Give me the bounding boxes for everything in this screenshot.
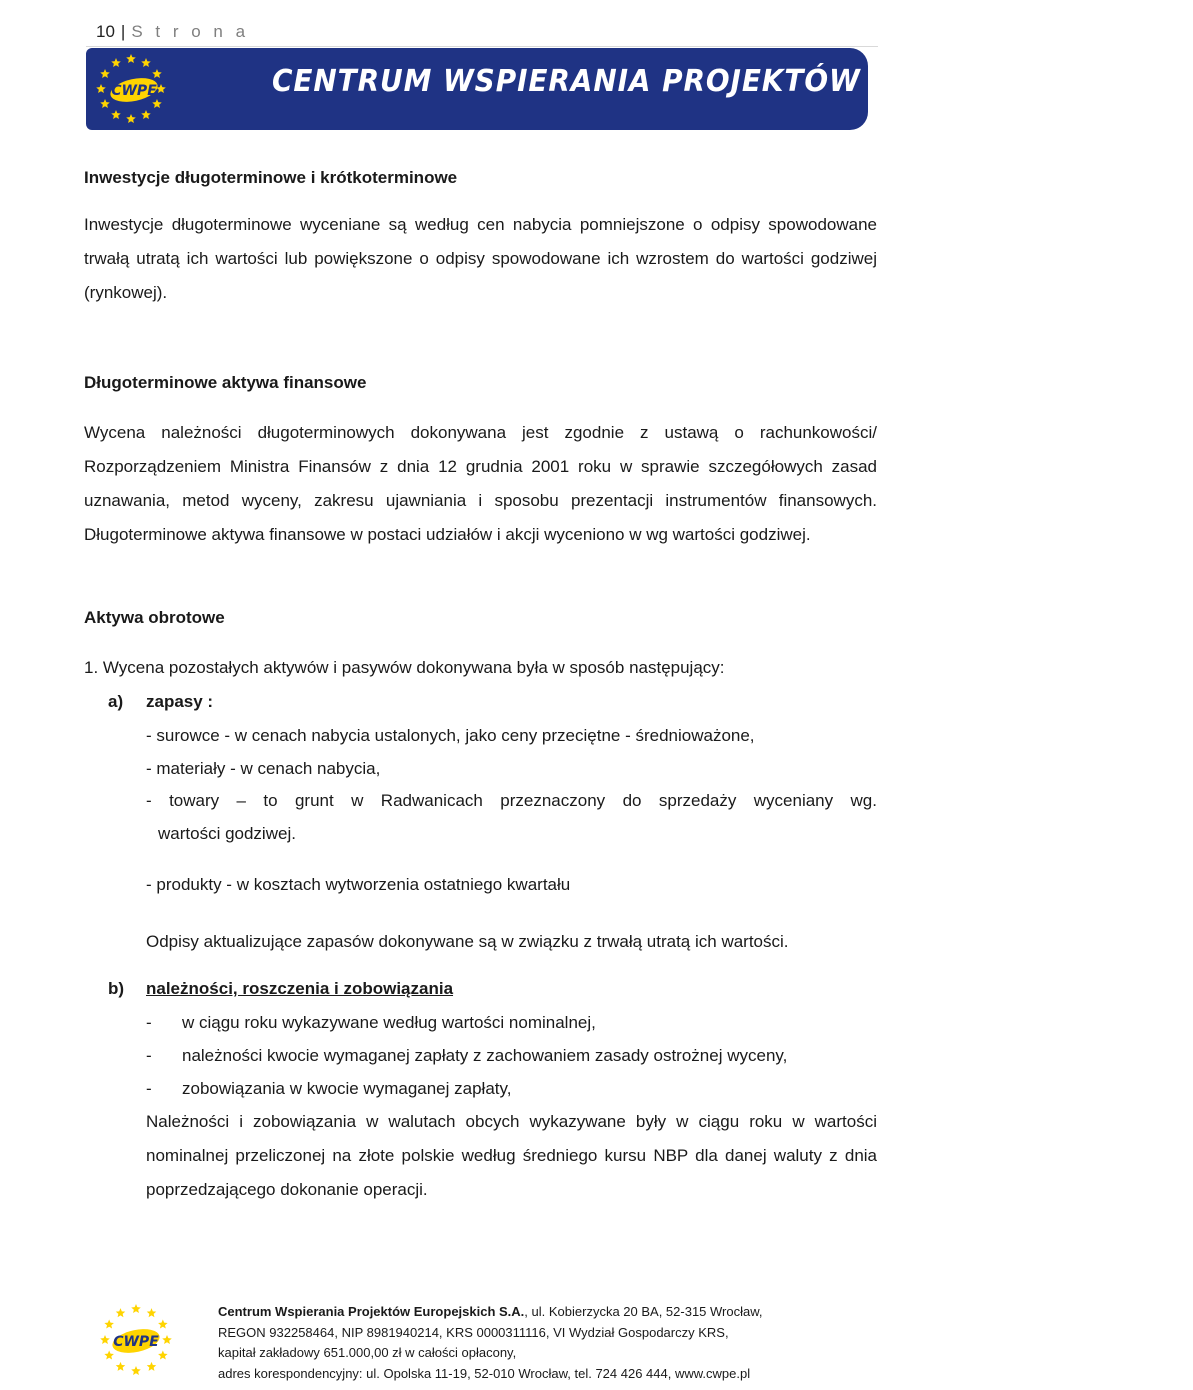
item-b-dash: -	[146, 1013, 152, 1032]
section-title-current-assets: Aktywa obrotowe	[84, 608, 225, 627]
footer-logo-text: CWPE	[113, 1334, 159, 1350]
star-icon	[131, 1304, 141, 1313]
section-text-investments: Inwestycje długoterminowe wyceniane są według cen nabycia pomniejszone o odpisy spowodowane trwałą utratą ich wartości lub powiększone o odpisy spowodowane ich wzrostem do wartości godziwej (rynkowej).	[84, 215, 877, 302]
footer-logo	[86, 1300, 186, 1380]
footer	[84, 1296, 884, 1386]
item-b-text: Należności i zobowiązania w walutach obcych wykazywane były w ciągu roku w wartości nominalnej przeliczonej na złote polskie według średniego kursu NBP dla danej waluty z dnia poprzedzającego dokonanie operacji.	[146, 1112, 877, 1199]
star-icon	[104, 1320, 114, 1329]
star-circle-icon	[88, 50, 174, 128]
item-a-line: - produkty - w kosztach wytworzenia ostatniego kwartału	[146, 875, 571, 894]
star-icon	[126, 114, 136, 123]
item-a-line: wartości godziwej.	[158, 824, 296, 843]
star-icon	[116, 1362, 126, 1371]
star-circle-icon	[86, 1300, 186, 1380]
footer-address	[218, 1302, 763, 1384]
footer-street: , ul. Kobierzycka 20 BA, 52-315 Wrocław,	[524, 1304, 763, 1319]
star-icon	[126, 54, 136, 63]
item-b-bullet: należności kwocie wymaganej zapłaty z zachowaniem zasady ostrożnej wyceny,	[182, 1046, 788, 1065]
banner-title: CENTRUM WSPIERANIA PROJEKTÓW EUROPEJSKICH S.A.	[272, 64, 1193, 99]
star-icon	[152, 69, 162, 78]
page-number-value: 10	[96, 22, 115, 41]
star-icon	[100, 69, 110, 78]
logo-text: CWPE	[111, 83, 157, 99]
footer-line-2: REGON 932258464, NIP 8981940214, KRS 0000311116, VI Wydział Gospodarczy KRS,	[218, 1324, 729, 1340]
header-rule	[86, 46, 878, 47]
section-title-investments: Inwestycje długoterminowe i krótkoterminowe	[84, 168, 458, 187]
item-b-bullet: w ciągu roku wykazywane według wartości nominalnej,	[182, 1013, 596, 1032]
section-text-long-term-assets: Wycena należności długoterminowych dokonywana jest zgodnie z ustawą o rachunkowości/ Rozporządzeniem Ministra Finansów z dnia 12 grudnia 2001 roku w sprawie szczegółowych zasad uznawania, metod wyceny, zakresu ujawniania i sposobu prezentacji instrumentów finansowych. Długoterminowe aktywa finansowe w postaci udziałów i akcji wyceniono w wg wartości godziwej.	[84, 423, 877, 544]
star-icon	[147, 1308, 157, 1317]
item-a-line: - surowce - w cenach nabycia ustalonych, jako ceny przeciętne - średnioważone,	[146, 726, 755, 745]
item-a-note: Odpisy aktualizujące zapasów dokonywane są w związku z trwałą utratą ich wartości.	[146, 932, 789, 951]
star-icon	[158, 1351, 168, 1360]
star-icon	[152, 99, 162, 108]
star-icon	[162, 1335, 172, 1344]
item-a-title: zapasy :	[146, 692, 214, 711]
item-b-bullet: zobowiązania w kwocie wymaganej zapłaty,	[182, 1079, 512, 1098]
cwpe-logo	[88, 50, 174, 128]
footer-line-1	[218, 1302, 763, 1323]
section-title-long-term-assets: Długoterminowe aktywa finansowe	[84, 373, 367, 392]
item-a-line: - materiały - w cenach nabycia,	[146, 759, 381, 778]
footer-company: Centrum Wspierania Projektów Europejskich S.A.	[218, 1304, 525, 1319]
star-icon	[116, 1308, 126, 1317]
footer-line-3: kapitał zakładowy 651.000,00 zł w całości opłacony,	[218, 1345, 517, 1360]
star-icon	[111, 110, 121, 119]
star-icon	[141, 58, 151, 67]
item-b-dash: -	[146, 1046, 152, 1065]
item-b-title: należności, roszczenia i zobowiązania	[146, 979, 454, 998]
star-icon	[131, 1366, 141, 1375]
valuation-intro: 1. Wycena pozostałych aktywów i pasywów dokonywana była w sposób następujący:	[84, 658, 725, 677]
item-a-marker: a)	[108, 692, 124, 711]
item-b-marker: b)	[108, 979, 125, 998]
page-label: S t r o n a	[131, 22, 250, 41]
star-icon	[100, 1335, 110, 1344]
star-icon	[147, 1362, 157, 1371]
star-icon	[158, 1320, 168, 1329]
header-banner	[86, 48, 1193, 130]
star-icon	[111, 58, 121, 67]
star-icon	[104, 1351, 114, 1360]
star-icon	[96, 84, 106, 93]
page-number	[96, 22, 249, 42]
footer-line-4: adres korespondencyjny: ul. Opolska 11-19, 52-010 Wrocław, tel. 724 426 444, www.cwpe.pl	[218, 1365, 751, 1381]
star-icon	[100, 99, 110, 108]
item-b-dash: -	[146, 1079, 152, 1098]
page-number-separator: |	[120, 22, 126, 41]
item-a-line: - towary – to grunt w Radwanicach przeznaczony do sprzedaży wyceniany wg.	[146, 791, 877, 810]
star-icon	[156, 84, 166, 93]
star-icon	[141, 110, 151, 119]
